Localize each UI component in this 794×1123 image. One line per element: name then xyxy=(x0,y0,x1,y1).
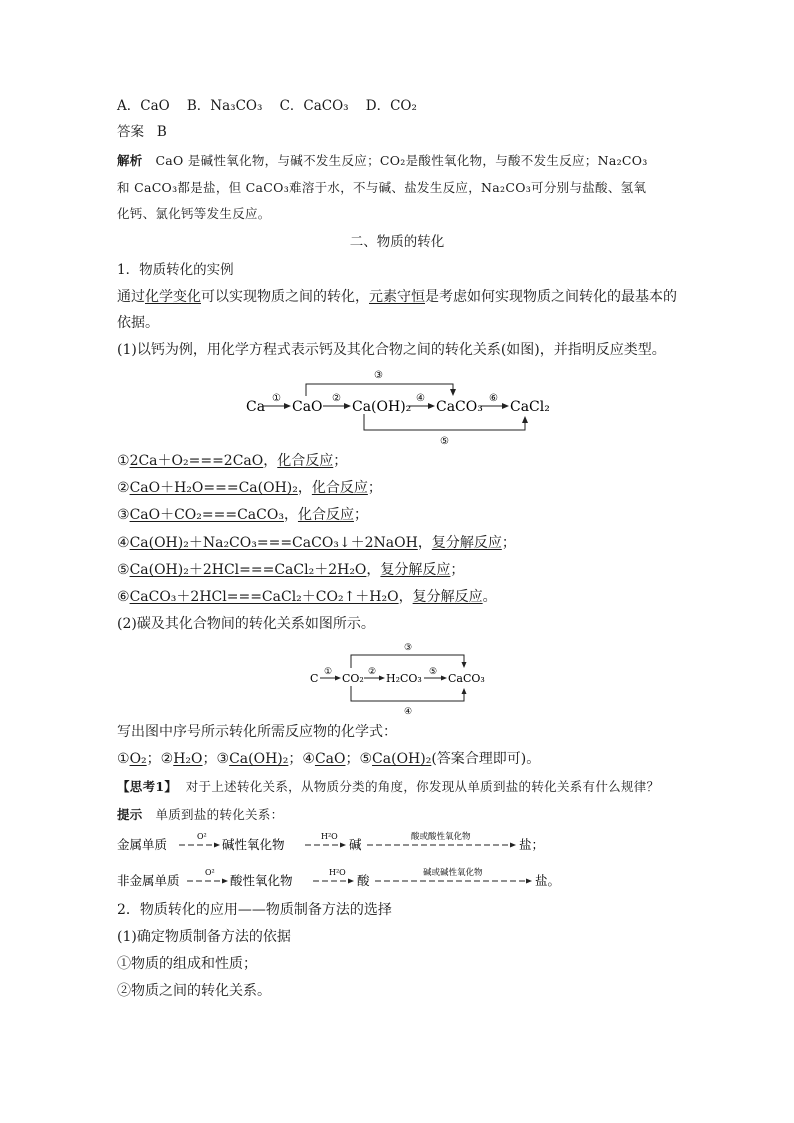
equation-3 xyxy=(117,505,368,525)
eq-num: ① xyxy=(117,453,130,469)
question-2-prompt: 写出图中序号所示转化所需反应物的化学式： xyxy=(117,724,397,740)
eq-sep: ， xyxy=(366,562,381,578)
option-c: C．CaCO₃ xyxy=(279,98,349,114)
think-line xyxy=(117,777,659,797)
hint-line xyxy=(117,805,283,825)
equation-6 xyxy=(117,587,497,607)
intro-line-2: 依据。 xyxy=(117,315,159,331)
node-co2: CO₂ xyxy=(342,672,364,685)
analysis-text-1: CaO 是碱性氧化物，与碱不发生反应；CO₂是酸性氧化物，与酸不发生反应；Na₂CO₃ xyxy=(155,153,648,168)
eq-formula: CaO＋CO₂===CaCO₃ xyxy=(129,507,284,523)
answer-label: 答案 xyxy=(117,124,144,140)
ans-sep: ； xyxy=(345,751,360,767)
eq-type: 复分解反应 xyxy=(380,562,451,578)
eq-formula: CaO＋H₂O===Ca(OH)₂ xyxy=(129,480,298,496)
s1-title: 1．物质转化的实例 xyxy=(117,262,234,278)
node-caco3: CaCO₃ xyxy=(436,399,483,415)
ans-num: ⑤ xyxy=(359,751,373,767)
eq-type: 化合反应 xyxy=(297,507,354,523)
intro-text-a: 通过 xyxy=(117,289,145,305)
calcium-diagram xyxy=(240,364,570,446)
ans-val: Ca(OH)₂ xyxy=(229,751,289,767)
eq-formula: Ca(OH)₂＋2HCl===CaCl₂＋2H₂O xyxy=(129,562,367,578)
eq-type: 化合反应 xyxy=(311,480,368,496)
label-3: ③ xyxy=(374,370,383,381)
intro-text-c: 是考虑如何实现物质之间转化的最基本的 xyxy=(425,289,677,305)
options-line xyxy=(117,96,417,116)
metal-h2o: H²O xyxy=(321,832,338,841)
nonmetal-oxide: 酸性氧化物 xyxy=(230,873,293,888)
option-a: A．CaO xyxy=(117,98,170,114)
ans-sep: ； xyxy=(146,751,161,767)
s2-subtitle: (1)确定物质制备方法的依据 xyxy=(117,929,291,945)
eq-end: ； xyxy=(333,453,348,469)
eq-formula: Ca(OH)₂＋Na₂CO₃===CaCO₃↓＋2NaOH xyxy=(129,535,418,551)
metal-base: 碱 xyxy=(349,837,362,852)
label-6: ⑥ xyxy=(489,393,498,404)
eq-formula: CaCO₃＋2HCl===CaCl₂＋CO₂↑＋H₂O xyxy=(129,589,399,605)
node-ca: Ca xyxy=(246,399,266,415)
arrow-3 xyxy=(306,384,453,396)
label-3: ③ xyxy=(404,643,413,653)
eq-sep: ， xyxy=(297,480,312,496)
ans-sep: ； xyxy=(288,751,303,767)
eq-sep: ， xyxy=(283,507,298,523)
node-caoh2: Ca(OH)₂ xyxy=(352,399,412,415)
hint-label: 提示 xyxy=(117,807,143,822)
equation-1 xyxy=(117,451,347,471)
option-b: B．Na₃CO₃ xyxy=(186,98,263,114)
s2-item-1: ①物质的组成和性质； xyxy=(117,956,257,972)
eq-end: ； xyxy=(450,562,465,578)
arrow-5 xyxy=(364,414,525,430)
nonmetal-acid: 酸 xyxy=(357,873,370,888)
label-1: ① xyxy=(324,667,333,677)
label-4: ④ xyxy=(416,393,425,404)
ans-num: ③ xyxy=(216,751,230,767)
node-caco3: CaCO₃ xyxy=(448,672,485,685)
node-cao: CaO xyxy=(292,399,323,415)
question-1: (1)以钙为例，用化学方程式表示钙及其化合物之间的转化关系(如图)，并指明反应类型。 xyxy=(117,342,666,358)
ans-num: ① xyxy=(117,751,130,767)
s2-item-2: ②物质之间的转化关系。 xyxy=(117,983,271,999)
eq-num: ⑥ xyxy=(117,589,130,605)
equation-4 xyxy=(117,533,516,553)
answer-value: B xyxy=(156,124,167,140)
label-2: ② xyxy=(368,667,377,677)
analysis-line-3: 化钙、氯化钙等发生反应。 xyxy=(117,206,271,221)
eq-end: ； xyxy=(367,480,382,496)
think-tag: 【思考1】 xyxy=(117,779,178,794)
eq-type: 复分解反应 xyxy=(412,589,483,605)
nonmetal-chain xyxy=(117,864,561,894)
question-2: (2)碳及其化合物间的转化关系如图所示。 xyxy=(117,616,375,632)
eq-num: ③ xyxy=(117,507,130,523)
eq-end: 。 xyxy=(482,589,497,605)
ans-sep: (答案合理即可)。 xyxy=(431,751,541,767)
metal-start: 金属单质 xyxy=(117,837,168,852)
think-text: 对于上述转化关系，从物质分类的角度，你发现从单质到盐的转化关系有什么规律？ xyxy=(185,779,660,794)
nonmetal-start: 非金属单质 xyxy=(117,873,180,888)
s2-title: 2．物质转化的应用——物质制备方法的选择 xyxy=(117,902,392,918)
eq-end: ； xyxy=(353,507,368,523)
hint-text: 单质到盐的转化关系： xyxy=(155,807,284,822)
nonmetal-h2o: H²O xyxy=(329,868,346,877)
arrow-4 xyxy=(351,686,464,701)
analysis-line-2: 和 CaCO₃都是盐，但 CaCO₃难溶于水，不与碱、盐发生反应，Na₂CO₃可分别与盐酸、氢氧 xyxy=(117,180,647,195)
metal-oxide: 碱性氧化物 xyxy=(222,837,285,852)
intro-term-chemical-change: 化学变化 xyxy=(145,289,201,305)
answer-line xyxy=(117,122,167,142)
eq-sep: ， xyxy=(263,453,278,469)
label-5: ⑤ xyxy=(440,436,449,447)
ans-val: H₂O xyxy=(173,751,203,767)
label-5: ⑤ xyxy=(429,667,438,677)
equation-2 xyxy=(117,478,382,498)
ans-sep: ； xyxy=(202,751,217,767)
eq-end: ； xyxy=(501,535,516,551)
nonmetal-reagent: 碱或碱性氧化物 xyxy=(423,868,483,878)
section-title: 二、物质的转化 xyxy=(349,234,445,250)
metal-reagent: 酸或酸性氧化物 xyxy=(411,832,471,842)
analysis-line-1 xyxy=(117,151,648,171)
intro-text-b: 可以实现物质之间的转化， xyxy=(201,289,369,305)
analysis-label: 解析 xyxy=(117,153,143,168)
node-c: C xyxy=(310,672,319,685)
eq-num: ⑤ xyxy=(117,562,130,578)
equation-5 xyxy=(117,560,464,580)
eq-formula: 2Ca＋O₂===2CaO xyxy=(129,453,264,469)
nonmetal-end: 盐。 xyxy=(535,873,561,888)
metal-end: 盐； xyxy=(519,837,545,852)
node-h2co3: H₂CO₃ xyxy=(386,672,422,685)
intro-term-element-conservation: 元素守恒 xyxy=(369,289,425,305)
metal-o2: O² xyxy=(197,832,207,841)
nonmetal-o2: O² xyxy=(205,868,215,877)
label-4: ④ xyxy=(404,707,413,717)
ans-val: Ca(OH)₂ xyxy=(372,751,432,767)
ans-num: ④ xyxy=(302,751,315,767)
eq-sep: ， xyxy=(417,535,432,551)
carbon-diagram xyxy=(306,638,496,718)
node-cacl2: CaCl₂ xyxy=(510,399,550,415)
eq-type: 化合反应 xyxy=(277,453,334,469)
label-2: ② xyxy=(332,393,341,404)
eq-num: ② xyxy=(117,480,130,496)
intro-line-1 xyxy=(117,287,677,307)
ans-val: O₂ xyxy=(129,751,147,767)
eq-num: ④ xyxy=(117,535,130,551)
question-2-answers xyxy=(117,749,540,769)
ans-val: CaO xyxy=(314,751,346,767)
label-1: ① xyxy=(272,393,281,404)
metal-chain xyxy=(117,828,557,858)
option-d: D．CO₂ xyxy=(365,98,417,114)
eq-sep: ， xyxy=(398,589,413,605)
eq-type: 复分解反应 xyxy=(431,535,502,551)
ans-num: ② xyxy=(160,751,174,767)
